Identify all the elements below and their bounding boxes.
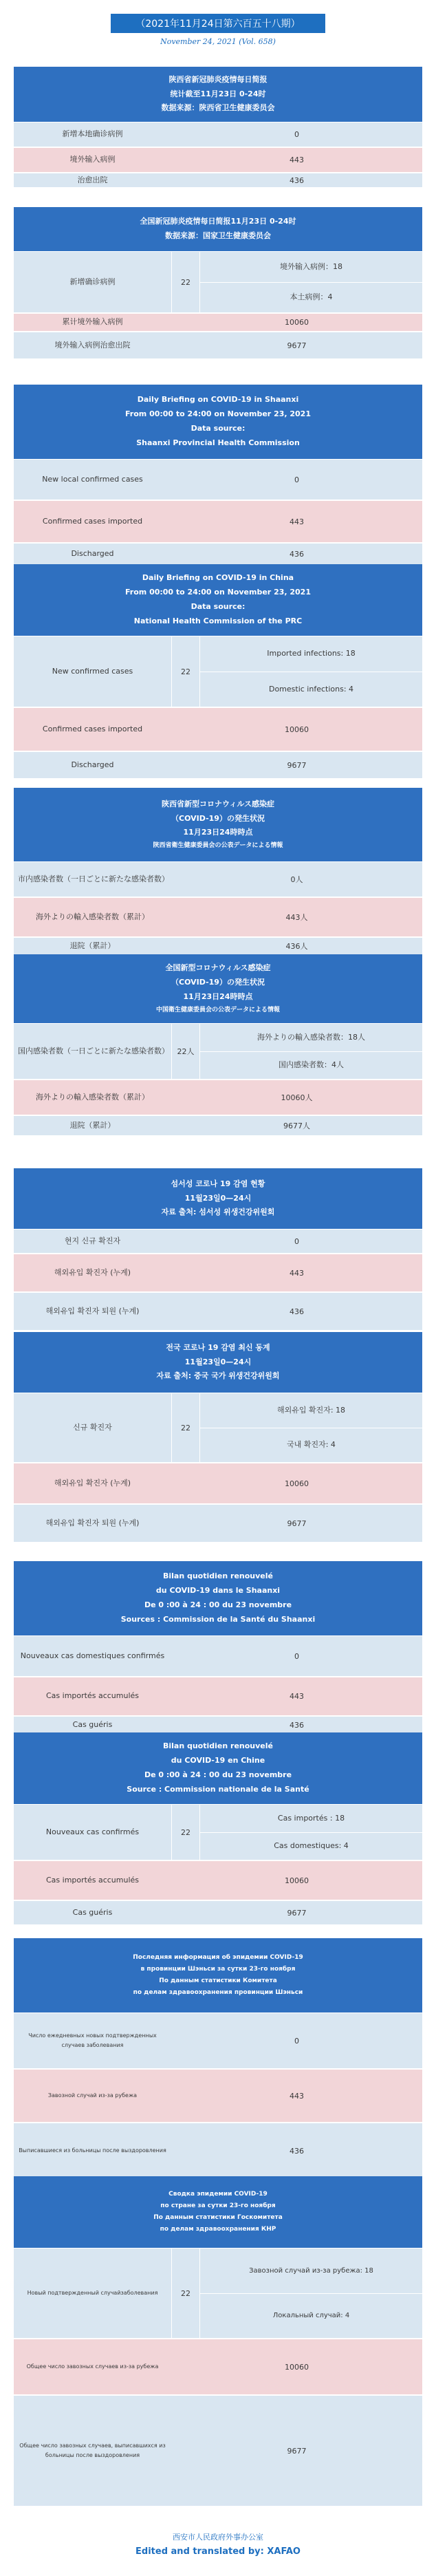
section-header: 陝西省新型コロナウィルス感染症 （COVID-19）の発生状況 11月23日24時時点 陝西省衛生健康委員会の公表データによる情報 — [14, 788, 422, 862]
table-row: New local confirmed cases 0 — [14, 460, 422, 501]
section-shaanxi-fr — [14, 1561, 422, 1735]
section-header: 섬서성 코로나 19 감염 현황 11월23일0—24시 자료 출처: 섬서성 위생건강위원회 — [14, 1168, 422, 1230]
table-row: 市内感染者数（一日ごとに新たな感染者数） 0人 — [14, 862, 422, 898]
table-row: Confirmed cases imported 443 — [14, 501, 422, 544]
table-row: 해외유입 확진자 퇴원 (누계) 9677 — [14, 1505, 422, 1543]
table-row: 治愈出院 436 — [14, 173, 422, 189]
section-china-cn — [14, 207, 422, 360]
split-row: Новый подтвержденный случайзаболевания 22 Завозной случай из-за рубежа: 18 Локальный случай: 4 — [14, 2248, 422, 2339]
section-shaanxi-en — [14, 385, 422, 566]
table-row: 退院（累計） 436人 — [14, 938, 422, 956]
section-china-kr — [14, 1332, 422, 1543]
section-header: Daily Briefing on COVID-19 in Shaanxi From 00:00 to 24:00 on November 23, 2021 Data source: Shaanxi Provincial Health Commission — [14, 385, 422, 460]
table-row: Confirmed cases imported 10060 — [14, 708, 422, 752]
table-row: Общее число завозных случаев из-за рубежа 10060 — [14, 2339, 422, 2396]
table-row: 退院（累計） 9677人 — [14, 1116, 422, 1137]
table-row: 현지 신규 확진자 0 — [14, 1230, 422, 1254]
table-row: 해외유입 확진자 퇴원 (누계) 436 — [14, 1293, 422, 1331]
office-name: 西安市人民政府外事办公室 — [173, 2533, 263, 2542]
split-row: 新增确诊病例 22 境外输入病例：18 本土病例：4 — [14, 252, 422, 314]
section-china-jp — [14, 954, 422, 1137]
table-row: 境外输入病例 443 — [14, 148, 422, 173]
section-header: 全国新型コロナウィルス感染症 （COVID-19）の発生状況 11月23日24時時点 中国衛生健康委員会の公表データによる情報 — [14, 954, 422, 1024]
table-row: 海外よりの輸入感染者数（累計） 443人 — [14, 898, 422, 938]
table-row: Число ежедневных новых подтвержденных случаев заболевания 0 — [14, 2013, 422, 2070]
date-banner: （2021年11月24日第六百五十八期） — [111, 14, 325, 33]
section-shaanxi-ru — [14, 1938, 422, 2180]
section-header: Сводка эпидемии COVID-19 по стране за сутки 23-го ноября По данным статистики Госкомитета по делам здравоохранения КНР — [14, 2176, 422, 2248]
section-header: Последняя информация об эпидемии COVID-19 в провинции Шэньси за сутки 23-го ноября По данным статистики Комитета по делам здравоохранения провинции Шэньси — [14, 1938, 422, 2013]
table-row: Cas importés accumulés 443 — [14, 1677, 422, 1717]
table-row: Завозной случай из-за рубежа 443 — [14, 2070, 422, 2123]
table-row: Общее число завозных случаев, выписавшихся из больницы после выздоровления 9677 — [14, 2396, 422, 2507]
section-china-fr — [14, 1732, 422, 1926]
table-row: Выписавшиеся из больницы после выздоровления 436 — [14, 2123, 422, 2180]
split-row: 신규 확진자 22 해외유입 확진자: 18 국내 확진자: 4 — [14, 1393, 422, 1463]
section-header: Daily Briefing on COVID-19 in China From 00:00 to 24:00 on November 23, 2021 Data source: National Health Commission of the PRC — [14, 564, 422, 636]
table-row: Discharged 436 — [14, 544, 422, 566]
date-english: November 24, 2021 (Vol. 658) — [160, 37, 276, 46]
table-row: 海外よりの輸入感染者数（累計） 10060人 — [14, 1080, 422, 1116]
table-row: 해외유입 확진자 (누계) 443 — [14, 1254, 422, 1293]
table-row: 境外输入病例治愈出院 9677 — [14, 332, 422, 360]
section-header: Bilan quotidien renouvelé du COVID-19 en Chine De 0 :00 à 24 : 00 du 23 novembre Source : Commission nationale de la Santé — [14, 1732, 422, 1805]
table-row: 해외유입 확진자 (누계) 10060 — [14, 1463, 422, 1505]
table-row: Nouveaux cas domestiques confirmés 0 — [14, 1636, 422, 1677]
section-header: Bilan quotidien renouvelé du COVID-19 dans le Shaanxi De 0 :00 à 24 : 00 du 23 novembre Sources : Commission de la Santé du Shaanxi — [14, 1561, 422, 1636]
table-row: Cas importés accumulés 10060 — [14, 1861, 422, 1901]
section-shaanxi-cn — [14, 67, 422, 189]
header — [0, 14, 436, 46]
split-row: Nouveaux cas confirmés 22 Cas importés : 18 Cas domestiques: 4 — [14, 1805, 422, 1861]
table-row: Cas guéris 9677 — [14, 1901, 422, 1926]
footer — [0, 2531, 436, 2557]
section-shaanxi-jp — [14, 788, 422, 956]
split-row: New confirmed cases 22 Imported infections: 18 Domestic infections: 4 — [14, 636, 422, 708]
table-row: Cas guéris 436 — [14, 1717, 422, 1735]
table-row: 累计境外输入病例 10060 — [14, 314, 422, 332]
section-header: 全国新冠肺炎疫情每日简报11月23日 0-24时 数据来源：国家卫生健康委员会 — [14, 207, 422, 252]
section-header: 陕西省新冠肺炎疫情每日简报 统计截至11月23日 0-24时 数据来源：陕西省卫生健康委员会 — [14, 67, 422, 122]
section-header: 전국 코로나 19 감염 최신 동계 11월23일0—24시 자료 출처: 중국 국가 위생건강위원회 — [14, 1332, 422, 1393]
section-shaanxi-kr — [14, 1168, 422, 1331]
table-row: Discharged 9677 — [14, 752, 422, 780]
table-row: 新增本地确诊病例 0 — [14, 122, 422, 148]
section-china-en — [14, 564, 422, 780]
split-row: 国内感染者数（一日ごとに新たな感染者数） 22人 海外よりの輸入感染者数：18人 国内感染者数：4人 — [14, 1024, 422, 1080]
credit-line: Edited and translated by: XAFAO — [135, 2546, 301, 2557]
section-china-ru — [14, 2176, 422, 2507]
